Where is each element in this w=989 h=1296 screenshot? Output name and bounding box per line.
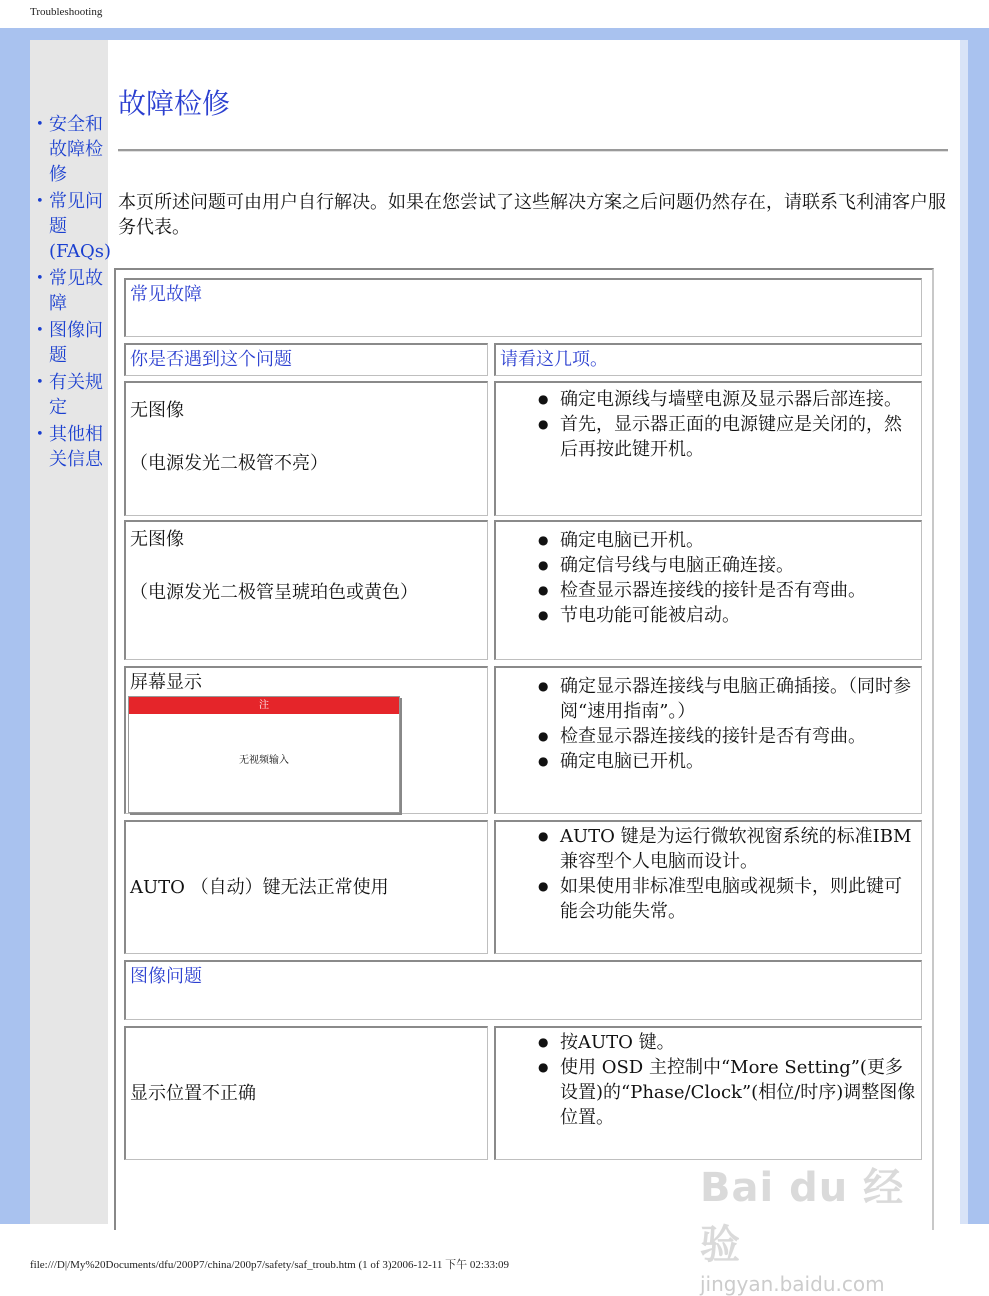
- check-list: [530, 674, 917, 774]
- sidebar-item-safety-troubleshooting[interactable]: [34, 112, 108, 187]
- problem-title: 无图像: [130, 529, 184, 550]
- check-cell: [494, 1026, 922, 1160]
- print-header: Troubleshooting: [30, 6, 103, 18]
- watermark-url: jingyan.baidu.com: [700, 1272, 885, 1296]
- sidebar-link[interactable]: • 图像问题: [49, 320, 103, 366]
- check-item: ● 确定显示器连接线与电脑正确插接。（同时参阅“速用指南”。）: [560, 674, 917, 724]
- right-scroll-edge: [960, 40, 968, 1224]
- problem-detail: （电源发光二极管呈琥珀色或黄色）: [130, 582, 418, 603]
- check-list: [530, 824, 917, 924]
- problem-cell: [124, 1026, 488, 1160]
- intro-text: 本页所述问题可由用户自行解决。如果在您尝试了这些解决方案之后问题仍然存在，请联系飞利浦客户服务代表。: [118, 192, 946, 238]
- page-title: 故障检修: [118, 87, 231, 120]
- problem-cell: [124, 520, 488, 660]
- sidebar-item-other-info[interactable]: [34, 422, 108, 472]
- problem-title: AUTO （自动）键无法正常使用: [130, 877, 389, 898]
- sidebar-link[interactable]: • 其他相关信息: [49, 424, 103, 470]
- check-item: ● 节电功能可能被启动。: [560, 603, 917, 628]
- column-header-problem: 你是否遇到这个问题: [124, 343, 488, 376]
- print-footer: file:///D|/My%20Documents/dfu/200P7/china/200p7/safety/saf_troub.htm (1 of 3)2006-12-11 下午 02:33:09: [30, 1259, 510, 1271]
- check-item: ● 按AUTO 键。: [560, 1030, 917, 1055]
- watermark-logo: Bai du 经验: [700, 1165, 905, 1268]
- check-list: [530, 1030, 917, 1130]
- check-item: ● 确定电脑已开机。: [560, 749, 917, 774]
- check-list: [530, 387, 917, 462]
- sidebar-item-image-problems[interactable]: [34, 318, 108, 368]
- column-header-check: 请看这几项。: [494, 343, 922, 376]
- sidebar-item-faqs[interactable]: [34, 189, 111, 264]
- check-item: ● 首先，显示器正面的电源键应是关闭的，然后再按此键开机。: [560, 412, 917, 462]
- sidebar-nav: [34, 112, 111, 474]
- check-item: ● 检查显示器连接线的接针是否有弯曲。: [560, 724, 917, 749]
- sidebar: [30, 40, 111, 1224]
- troubleshooting-table: [114, 268, 934, 1230]
- page-frame: [0, 28, 989, 1224]
- sidebar-link[interactable]: • 有关规定: [49, 372, 103, 418]
- section-heading-image: 图像问题: [124, 960, 922, 1020]
- problem-title: 屏幕显示: [130, 672, 202, 693]
- check-cell: [494, 820, 922, 954]
- content-area: [30, 40, 960, 1224]
- problem-detail: （电源发光二极管不亮）: [130, 453, 328, 474]
- title-divider: [118, 149, 948, 152]
- sidebar-item-common-problems[interactable]: [34, 266, 108, 316]
- notice-title-bar: 注: [129, 697, 399, 714]
- notice-message: 无视频输入: [239, 755, 289, 766]
- sidebar-link[interactable]: • 常见问题(FAQs): [49, 191, 111, 262]
- check-item: ● AUTO 键是为运行微软视窗系统的标准IBM兼容型个人电脑而设计。: [560, 824, 917, 874]
- sidebar-link[interactable]: • 安全和故障检修: [49, 114, 103, 185]
- check-list: [530, 528, 917, 628]
- section-heading-common: 常见故障: [124, 278, 922, 337]
- sidebar-link[interactable]: • 常见故障: [49, 268, 103, 314]
- check-cell: [494, 666, 922, 814]
- problem-title: 显示位置不正确: [130, 1083, 256, 1104]
- check-item: ● 确定信号线与电脑正确连接。: [560, 553, 917, 578]
- problem-cell: [124, 666, 488, 814]
- check-item: ● 确定电源线与墙壁电源及显示器后部连接。: [560, 387, 917, 412]
- check-cell: [494, 520, 922, 660]
- sidebar-item-regulatory[interactable]: [34, 370, 108, 420]
- problem-cell: [124, 820, 488, 954]
- on-screen-notice-image: [128, 696, 400, 813]
- check-item: ● 如果使用非标准型电脑或视频卡，则此键可能会功能失常。: [560, 874, 917, 924]
- check-cell: [494, 381, 922, 516]
- check-item: ● 确定电脑已开机。: [560, 528, 917, 553]
- check-item: ● 检查显示器连接线的接针是否有弯曲。: [560, 578, 917, 603]
- problem-cell: [124, 381, 488, 516]
- problem-title: 无图像: [130, 400, 184, 421]
- check-item: ● 使用 OSD 主控制中“More Setting”(更多设置)的“Phase/Clock”(相位/时序)调整图像位置。: [560, 1055, 917, 1130]
